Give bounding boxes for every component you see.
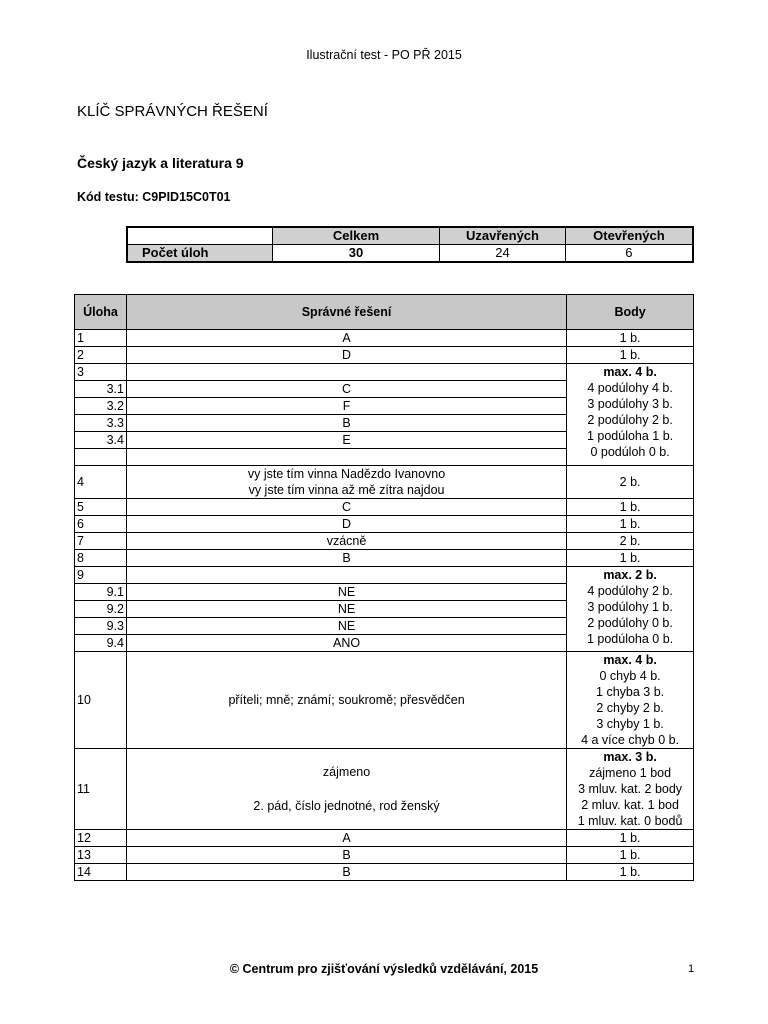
answer-line: vy jste tím vinna Nadězdo Ivanovno <box>247 467 446 481</box>
table-row <box>75 550 694 567</box>
table-row <box>75 516 694 533</box>
summary-value-row <box>127 245 693 263</box>
summary-open: 6 <box>565 245 693 263</box>
subject-title: Český jazyk a literatura 9 <box>77 155 244 171</box>
table-row <box>75 830 694 847</box>
filler-cell <box>75 449 127 466</box>
task-points: 2 b. <box>567 466 694 499</box>
points-rule: 2 mluv. kat. 1 bod <box>581 798 679 812</box>
points-rule: 2 podúlohy 2 b. <box>587 413 673 427</box>
task-points: 1 b. <box>567 330 694 347</box>
points-rule: 2 chyby 2 b. <box>596 701 664 715</box>
test-code: Kód testu: C9PID15C0T01 <box>77 190 231 204</box>
task-number: 5 <box>75 499 127 516</box>
subtask-number: 9.3 <box>75 618 127 635</box>
task-points-scale <box>567 652 694 749</box>
table-row <box>75 652 694 749</box>
header-answer: Správné řešení <box>126 295 566 330</box>
points-rule: 0 podúloh 0 b. <box>590 445 670 459</box>
subtask-answer: NE <box>126 601 566 618</box>
task-answer: B <box>126 864 566 881</box>
subtask-answer: ANO <box>126 635 566 652</box>
points-rule: 3 mluv. kat. 2 body <box>578 782 683 796</box>
table-row <box>75 364 694 381</box>
task-number: 13 <box>75 847 127 864</box>
subtask-number: 3.4 <box>75 432 127 449</box>
points-rule: 4 podúlohy 2 b. <box>587 584 673 598</box>
task-points: 1 b. <box>567 864 694 881</box>
task-points: 1 b. <box>567 347 694 364</box>
summary-col-total: Celkem <box>272 227 439 245</box>
task-number: 9 <box>75 567 127 584</box>
summary-row-label: Počet úloh <box>127 245 272 263</box>
summary-corner-cell <box>127 227 272 245</box>
document-heading: KLÍČ SPRÁVNÝCH ŘEŠENÍ <box>77 103 268 120</box>
answer-key-table <box>74 294 694 881</box>
points-rule: 2 podúlohy 0 b. <box>587 616 673 630</box>
table-row <box>75 466 694 499</box>
points-rule: 4 a více chyb 0 b. <box>581 733 680 747</box>
subtask-answer: E <box>126 432 566 449</box>
summary-header-row <box>127 227 693 245</box>
task-points-scale <box>567 364 694 466</box>
points-rule: 4 podúlohy 4 b. <box>587 381 673 395</box>
subtask-answer: C <box>126 381 566 398</box>
answer-table-header <box>75 295 694 330</box>
task-answer: A <box>126 830 566 847</box>
task-answer: D <box>126 347 566 364</box>
task-number: 1 <box>75 330 127 347</box>
points-rule: 3 podúlohy 1 b. <box>587 600 673 614</box>
task-answer <box>126 466 566 499</box>
points-rule: 1 mluv. kat. 0 bodů <box>577 814 683 828</box>
summary-closed: 24 <box>440 245 566 263</box>
subtask-answer: B <box>126 415 566 432</box>
task-number: 10 <box>75 652 127 749</box>
task-number: 6 <box>75 516 127 533</box>
points-max: max. 3 b. <box>603 750 657 764</box>
task-number: 12 <box>75 830 127 847</box>
page-footer: © Centrum pro zjišťování výsledků vzdělávání, 2015 <box>229 962 539 976</box>
table-row <box>75 347 694 364</box>
task-answer: D <box>126 516 566 533</box>
table-row <box>75 330 694 347</box>
answer-line: zájmeno <box>322 765 371 779</box>
task-answer-empty <box>126 567 566 584</box>
subtask-number: 9.4 <box>75 635 127 652</box>
points-rule: 0 chyb 4 b. <box>599 669 661 683</box>
task-number: 7 <box>75 533 127 550</box>
subtask-number: 9.2 <box>75 601 127 618</box>
task-number: 14 <box>75 864 127 881</box>
answer-line: 2. pád, číslo jednotné, rod ženský <box>253 799 440 813</box>
points-rule: 3 chyby 1 b. <box>596 717 664 731</box>
subtask-answer: NE <box>126 618 566 635</box>
subtask-number: 3.2 <box>75 398 127 415</box>
subtask-number: 3.3 <box>75 415 127 432</box>
page-header: Ilustrační test - PO PŘ 2015 <box>306 48 462 62</box>
summary-table <box>126 226 694 263</box>
task-answer <box>126 749 566 830</box>
task-points: 1 b. <box>567 847 694 864</box>
task-answer: příteli; mně; známí; soukromě; přesvědčen <box>126 652 566 749</box>
filler-cell <box>126 449 566 466</box>
answer-line: vy jste tím vinna až mě zítra najdou <box>248 483 445 497</box>
task-points: 1 b. <box>567 499 694 516</box>
task-points-scale <box>567 749 694 830</box>
task-answer: A <box>126 330 566 347</box>
subtask-number: 9.1 <box>75 584 127 601</box>
summary-total: 30 <box>272 245 439 263</box>
task-answer: B <box>126 550 566 567</box>
summary-col-closed: Uzavřených <box>440 227 566 245</box>
table-row <box>75 847 694 864</box>
points-rule: 1 podúloha 0 b. <box>586 632 674 646</box>
points-rule: 1 chyba 3 b. <box>596 685 665 699</box>
task-points-scale <box>567 567 694 652</box>
task-number: 11 <box>75 749 127 830</box>
header-task: Úloha <box>75 295 127 330</box>
points-max: max. 2 b. <box>603 568 657 582</box>
points-max: max. 4 b. <box>603 365 657 379</box>
task-number: 4 <box>75 466 127 499</box>
points-rule: 1 podúloha 1 b. <box>586 429 674 443</box>
task-number: 8 <box>75 550 127 567</box>
task-points: 2 b. <box>567 533 694 550</box>
table-row <box>75 749 694 830</box>
points-rule: zájmeno 1 bod <box>589 766 672 780</box>
table-row <box>75 499 694 516</box>
subtask-answer: F <box>126 398 566 415</box>
subtask-answer: NE <box>126 584 566 601</box>
header-points: Body <box>567 295 694 330</box>
task-answer: C <box>126 499 566 516</box>
points-rule: 3 podúlohy 3 b. <box>587 397 673 411</box>
task-points: 1 b. <box>567 830 694 847</box>
task-number: 3 <box>75 364 127 381</box>
task-answer: B <box>126 847 566 864</box>
points-max: max. 4 b. <box>603 653 657 667</box>
task-points: 1 b. <box>567 516 694 533</box>
task-number: 2 <box>75 347 127 364</box>
table-row <box>75 567 694 584</box>
answer-spacer <box>127 780 566 798</box>
page-number: 1 <box>688 963 695 975</box>
subtask-number: 3.1 <box>75 381 127 398</box>
task-answer-empty <box>126 364 566 381</box>
task-points: 1 b. <box>567 550 694 567</box>
summary-col-open: Otevřených <box>565 227 693 245</box>
table-row <box>75 533 694 550</box>
task-answer: vzácně <box>126 533 566 550</box>
table-row <box>75 864 694 881</box>
